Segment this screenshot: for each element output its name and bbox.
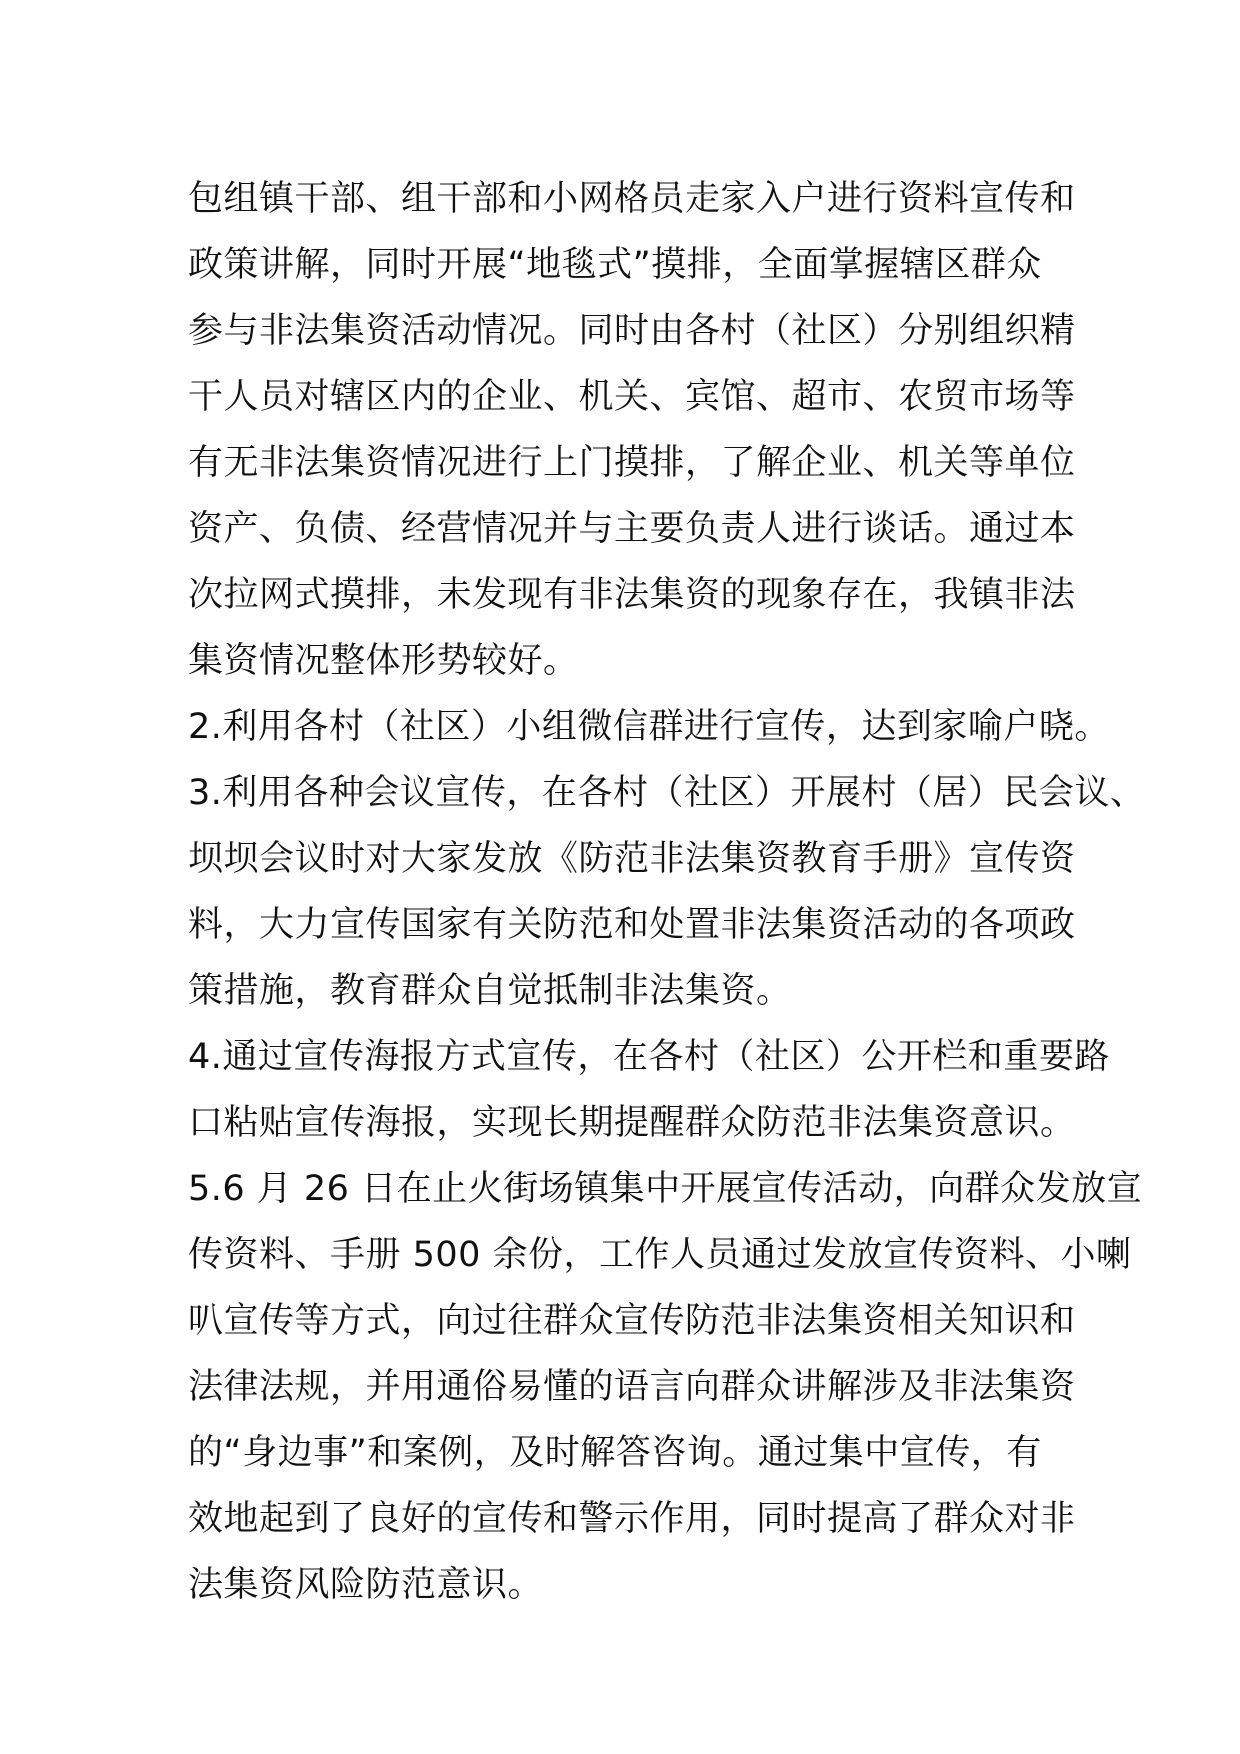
text-line: 效地起到了良好的宣传和警示作用，同时提高了群众对非 (188, 1499, 1076, 1539)
text-line: 3.利用各种会议宣传，在各村（社区）开展村（居）民会议、 (188, 773, 1146, 813)
text-line: 法集资风险防范意识。 (188, 1565, 544, 1605)
text-line: 策措施，教育群众自觉抵制非法集资。 (188, 971, 792, 1011)
text-line: 5.6 月 26 日在止火街场镇集中开展宣传活动，向群众发放宣 (188, 1169, 1143, 1209)
text-line: 干人员对辖区内的企业、机关、宾馆、超市、农贸市场等 (188, 377, 1076, 417)
text-line: 4.通过宣传海报方式宣传，在各村（社区）公开栏和重要路 (188, 1037, 1110, 1077)
text-line: 政策讲解，同时开展“地毯式”摸排，全面掌握辖区群众 (188, 245, 1042, 285)
text-line: 包组镇干部、组干部和小网格员走家入户进行资料宣传和 (188, 179, 1076, 219)
text-line: 口粘贴宣传海报，实现长期提醒群众防范非法集资意识。 (188, 1103, 1076, 1143)
text-line: 2.利用各村（社区）小组微信群进行宣传，达到家喻户晓。 (188, 707, 1110, 747)
text-line: 次拉网式摸排，未发现有非法集资的现象存在，我镇非法 (188, 575, 1076, 615)
text-line: 传资料、手册 500 余份，工作人员通过发放宣传资料、小喇 (188, 1235, 1132, 1275)
text-line: 的“身边事”和案例，及时解答咨询。通过集中宣传，有 (188, 1433, 1042, 1473)
text-line: 集资情况整体形势较好。 (188, 641, 579, 681)
text-line: 料，大力宣传国家有关防范和处置非法集资活动的各项政 (188, 905, 1076, 945)
text-line: 法律法规，并用通俗易懂的语言向群众讲解涉及非法集资 (188, 1367, 1076, 1407)
text-line: 资产、负债、经营情况并与主要负责人进行谈话。通过本 (188, 509, 1076, 549)
text-line: 有无非法集资情况进行上门摸排，了解企业、机关等单位 (188, 443, 1076, 483)
document-body (188, 166, 1146, 1618)
text-line: 坝坝会议时对大家发放《防范非法集资教育手册》宣传资 (188, 839, 1076, 879)
text-line: 叭宣传等方式，向过往群众宣传防范非法集资相关知识和 (188, 1301, 1076, 1341)
text-line: 参与非法集资活动情况。同时由各村（社区）分别组织精 (188, 311, 1076, 351)
